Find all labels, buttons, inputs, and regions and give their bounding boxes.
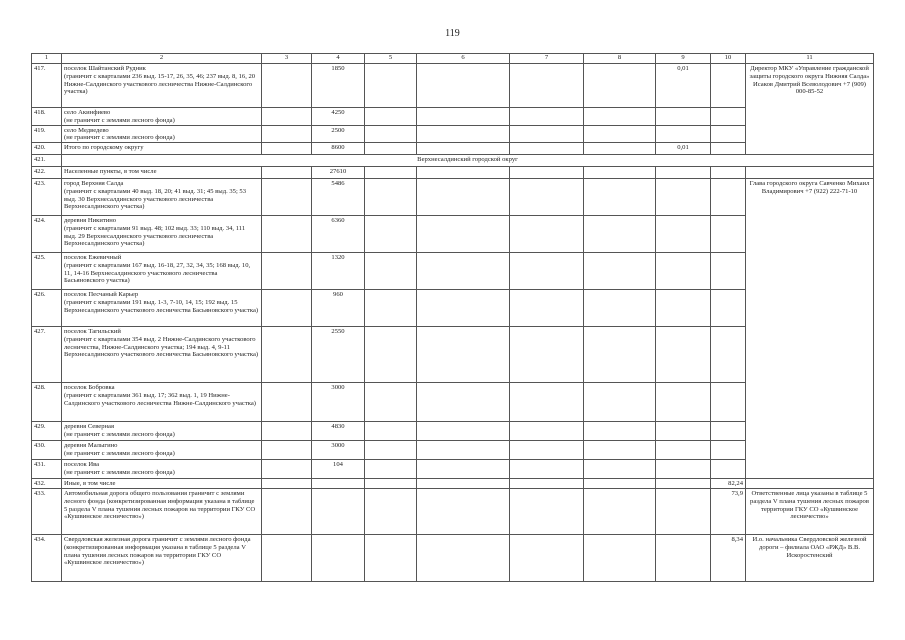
- row-number: 428.: [32, 383, 62, 422]
- settlement-cell: Автомобильная дорога общего пользования граничит с землями лесного фонда (конкретизированная информация указана в таблице 5 раздела V плана тушения лесных пожаров на территории ГКУ СО «Кушвинское лесничество»): [62, 489, 262, 535]
- col-header: 4: [312, 54, 365, 64]
- col-header: 10: [711, 54, 746, 64]
- row-number: 418.: [32, 108, 62, 126]
- population-cell: 4250: [312, 108, 365, 126]
- section-title: Верхнесалдинский городской округ: [62, 155, 874, 167]
- header-row: [32, 54, 874, 64]
- fire-plan-table: [31, 53, 874, 582]
- row-number: 417.: [32, 64, 62, 108]
- col-header: 5: [365, 54, 417, 64]
- row-number: 434.: [32, 535, 62, 582]
- col-header: 8: [584, 54, 656, 64]
- settlement-cell: поселок Шайтанский Рудник (граничит с кварталами 236 выд. 15-17, 26, 35, 46; 237 выд. 8, 16, 20 Нижне-Салдинского участкового лесничества Нижне-Салдинского участка): [62, 64, 262, 108]
- value-cell: 0,01: [656, 143, 711, 155]
- row-number: 429.: [32, 422, 62, 441]
- row-number: 432.: [32, 479, 62, 489]
- population-cell: 1320: [312, 253, 365, 290]
- table-row: [32, 179, 874, 216]
- responsible-cell: Ответственные лица указаны в таблице 5 раздела V плана тушения лесных пожаров территории ГКУ СО «Кушвинское лесничество»: [746, 489, 874, 535]
- settlement-cell: поселок Ежевичный (граничит с кварталами 167 выд. 16-18, 27, 32, 34, 35; 168 выд. 10, 11, 14-16 Верхнесалдинского участкового лесничества Басьяновского участка): [62, 253, 262, 290]
- settlement-cell: Иные, в том числе: [62, 479, 262, 489]
- population-cell: 3000: [312, 441, 365, 460]
- row-number: 424.: [32, 216, 62, 253]
- responsible-cell: И.о. начальника Свердловской железной дороги – филиала ОАО «РЖД» В.В. Искоростенский: [746, 535, 874, 582]
- row-number: 430.: [32, 441, 62, 460]
- col-header: 9: [656, 54, 711, 64]
- row-number: 420.: [32, 143, 62, 155]
- table-row: [32, 489, 874, 535]
- settlement-cell: деревня Северная (не граничит с землями лесного фонда): [62, 422, 262, 441]
- row-number: 423.: [32, 179, 62, 216]
- settlement-cell: село Медведево (не граничит с землями лесного фонда): [62, 125, 262, 143]
- population-cell: 27610: [312, 167, 365, 179]
- table-row: [32, 535, 874, 582]
- value-cell: 0,01: [656, 64, 711, 108]
- settlement-cell: поселок Песчаный Карьер (граничит с кварталами 191 выд. 1-3, 7-10, 14, 15; 192 выд. 15 Верхнесалдинского участкового лесничества Басьяновского участка): [62, 290, 262, 327]
- col-header: 2: [62, 54, 262, 64]
- row-number: 431.: [32, 460, 62, 479]
- population-cell: 8600: [312, 143, 365, 155]
- value-cell: 73,9: [711, 489, 746, 535]
- row-number: 422.: [32, 167, 62, 179]
- settlement-cell: поселок Ива (не граничит с землями лесного фонда): [62, 460, 262, 479]
- table-row: [32, 479, 874, 489]
- value-cell: 8,34: [711, 535, 746, 582]
- population-cell: 6360: [312, 216, 365, 253]
- col-header: 7: [510, 54, 584, 64]
- population-cell: 5486: [312, 179, 365, 216]
- responsible-cell: Директор МКУ «Управление гражданской защиты городского округа Нижняя Салда» Исаков Дмитрий Всеволодович +7 (909) 000-85-52: [746, 64, 874, 155]
- row-number: 433.: [32, 489, 62, 535]
- row-number: 427.: [32, 327, 62, 383]
- settlement-cell: Свердловская железная дорога граничит с землями лесного фонда (конкретизированная информация указана в таблице 5 раздела V плана тушения лесных пожаров на территории ГКУ СО «Кушвинское лесничество»): [62, 535, 262, 582]
- table-row: [32, 64, 874, 108]
- population-cell: 2550: [312, 327, 365, 383]
- population-cell: 4830: [312, 422, 365, 441]
- population-cell: 1850: [312, 64, 365, 108]
- settlement-cell: село Акинфиево (не граничит с землями лесного фонда): [62, 108, 262, 126]
- settlement-cell: Итого по городскому округу: [62, 143, 262, 155]
- row-number: 426.: [32, 290, 62, 327]
- col-header: 1: [32, 54, 62, 64]
- row-number: 425.: [32, 253, 62, 290]
- table-row: [32, 167, 874, 179]
- settlement-cell: Населенные пункты, в том числе: [62, 167, 262, 179]
- value-cell: 82,24: [711, 479, 746, 489]
- responsible-cell: Глава городского округа Савченко Михаил Владимирович +7 (922) 222-71-10: [746, 179, 874, 479]
- col-header: 11: [746, 54, 874, 64]
- settlement-cell: деревня Малыгино (не граничит с землями лесного фонда): [62, 441, 262, 460]
- settlement-cell: город Верхняя Салда (граничит с кварталами 40 выд. 18, 20; 41 выд. 31; 45 выд. 35; 53 выд. 30 Верхнесалдинского участкового лесничества Верхнесалдинского участка): [62, 179, 262, 216]
- page-number: 119: [445, 28, 460, 39]
- population-cell: 3000: [312, 383, 365, 422]
- population-cell: 960: [312, 290, 365, 327]
- row-number: 419.: [32, 125, 62, 143]
- table-row: [32, 155, 874, 167]
- population-cell: 104: [312, 460, 365, 479]
- col-header: 3: [262, 54, 312, 64]
- population-cell: 2500: [312, 125, 365, 143]
- settlement-cell: поселок Бобровка (граничит с кварталами 361 выд. 17; 362 выд. 1, 19 Нижне-Салдинского участкового лесничества Нижне-Салдинского участка): [62, 383, 262, 422]
- col-header: 6: [417, 54, 510, 64]
- row-number: 421.: [32, 155, 62, 167]
- settlement-cell: деревня Никитино (граничит с кварталами 91 выд. 48; 102 выд. 33; 110 выд. 34, 111 выд. 29 Верхнесалдинского участкового лесничества Верхнесалдинского участка): [62, 216, 262, 253]
- settlement-cell: поселок Тагильский (граничит с кварталами 354 выд. 2 Нижне-Салдинского участкового лесничества, Нижне-Салдинского участка; 194 выд. 4, 9-11 Верхнесалдинского участкового лесничества Басьяновского участка): [62, 327, 262, 383]
